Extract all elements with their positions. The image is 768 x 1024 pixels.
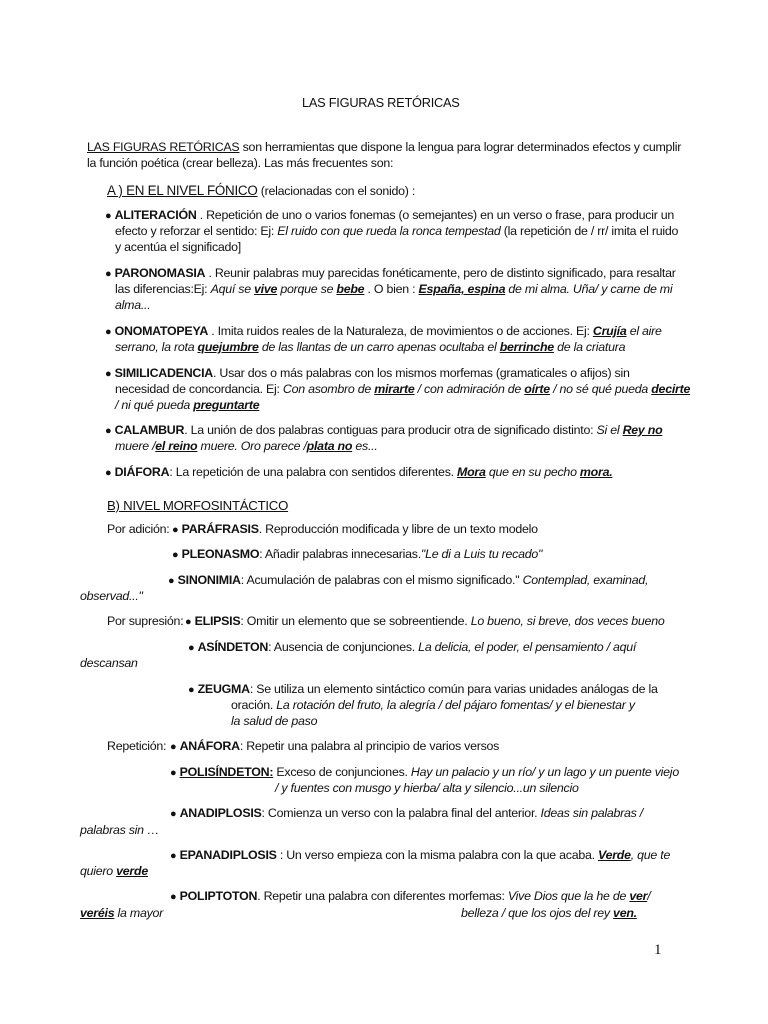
anadiplosis-term: ANADIPLOSIS [179,806,262,820]
polisindeton-line-2: / y fuentes con musgo y hierba/ alta y silencio...un silencio [275,781,579,795]
polisindeton-line-1 [170,765,679,782]
section-a-note: (relacionadas con el sonido) : [257,184,416,198]
onomatopeya-term: ONOMATOPEYA [114,324,209,338]
anadiplosis-ex1: Ideas sin palabras / [540,806,643,820]
anafora-line [170,739,499,756]
poliptoton-term: POLIPTOTON [179,889,258,903]
bullet-icon: ● [105,210,112,222]
aliteracion-example: El ruido con que rueda la ronca tempestad [277,224,501,238]
epanadiplosis-line-2 [80,864,148,880]
bullet-icon: ● [170,808,177,820]
sinonimia-line-1 [168,573,648,590]
epanadiplosis-text: : Un verso empieza con la misma palabra con la que acaba. [276,848,599,862]
diafora-l1c: que en su pecho [485,465,580,479]
diafora-term: DIÁFORA [114,465,170,479]
asindeton-ex1: La delicia, el poder, el pensamiento / aquí [418,640,637,654]
paronomasia-l2e: bebe [336,282,365,296]
aliteracion-line-3: y acentúa el significado] [115,240,241,254]
similicadencia-l2c: mirarte [374,382,415,396]
bullet-icon: ● [170,850,177,862]
asindeton-line-2: descansan [80,656,138,670]
calambur-l1c: Rey no [622,423,663,437]
paronomasia-text: . Reunir palabras muy parecidas fonéticamente, pero de distinto significado, para resaltar [205,266,676,280]
bullet-icon: ● [105,467,112,479]
similicadencia-line-3 [115,398,259,414]
elipsis-example: Lo bueno, si breve, dos veces bueno [470,614,665,628]
polisindeton-ex1: Hay un palacio y un río/ y un lago y un puente viejo [410,765,679,779]
poliptoton-ex2b: la mayor [114,906,164,920]
aliteracion-line-2 [115,224,678,240]
similicadencia-l3a: / ni qué pueda [115,398,194,412]
anadiplosis-text: : Comienza un verso con la palabra final del anterior. [261,806,541,820]
section-a-heading [107,183,415,200]
bullet-icon: ● [170,741,177,753]
similicadencia-l2d: / con admiración de [414,382,525,396]
poliptoton-ex2a: veréis [80,906,115,920]
zeugma-line-1 [188,682,658,699]
poliptoton-line-2b [461,906,637,922]
paronomasia-l2h: de mi alma. Uña/ y carne de mi [505,282,673,296]
bullet-icon: ● [105,268,112,280]
paronomasia-l2b: Aquí se [210,282,255,296]
zeugma-line-2 [231,698,635,714]
poliptoton-ex2d: ven. [613,906,637,920]
calambur-l1a: . La unión de dos palabras contiguas para producir otra de significado distinto: [184,423,597,437]
epanadiplosis-ex1a: Verde [598,848,631,862]
asindeton-term: ASÍNDETON [197,640,269,654]
elipsis-line [185,614,664,631]
onomatopeya-l1b: Crujía [592,324,627,338]
onomatopeya-l2d: berrinche [499,340,554,354]
poliptoton-line-1 [170,889,650,906]
similicadencia-l3b: preguntarte [193,398,260,412]
asindeton-text: : Ausencia de conjunciones. [268,640,419,654]
calambur-line-2 [115,439,378,455]
epanadiplosis-ex2a: quiero [80,864,117,878]
paronomasia-l2d: porque se [277,282,337,296]
similicadencia-l1: . Usar dos o más palabras con los mismos morfemas (gramaticales o afijos) sin [213,366,630,380]
paronomasia-term: PARONOMASIA [114,266,206,280]
onomatopeya-l2e: de la criatura [553,340,626,354]
similicadencia-line-1 [105,366,630,383]
epanadiplosis-ex2b: verde [116,864,148,878]
sinonimia-ex1: Contemplad, examinad, [522,573,649,587]
asindeton-line-1 [188,640,636,657]
similicadencia-l2f: / no sé qué pueda [549,382,652,396]
paronomasia-l2f: . O bien : [364,282,419,296]
calambur-l2b: el reino [155,439,198,453]
intro-term: LAS FIGURAS RETÓRICAS [87,140,240,154]
section-b-heading: B) NIVEL MORFOSINTÁCTICO [107,498,289,513]
diafora-line-1 [105,465,612,482]
aliteracion-l2c: (la repetición de / rr/ imita el ruido [500,224,679,238]
paronomasia-line-2 [115,282,672,298]
bullet-icon: ● [172,549,179,561]
parafrasis-term: PARÁFRASIS [181,522,259,536]
intro-line-2: la función poética (crear belleza). Las más frecuentes son: [87,156,394,170]
pleonasmo-term: PLEONASMO [181,547,260,561]
aliteracion-term: ALITERACIÓN [114,208,197,222]
onomatopeya-l2c: de las llantas de un carro apenas ocultaba el [258,340,500,354]
sinonimia-line-2: observad..." [80,589,143,603]
por-adicion-label: Por adición: [107,522,170,536]
poliptoton-line-2a [80,906,163,922]
section-a-title: A ) EN EL NIVEL FÓNICO [107,183,258,198]
similicadencia-l2g: decirte [651,382,691,396]
onomatopeya-l1a: . Imita ruidos reales de la Naturaleza, de movimientos o de acciones. Ej: [208,324,593,338]
anadiplosis-line-1 [170,806,643,823]
calambur-l1b: Si el [596,423,623,437]
onomatopeya-l2a: serrano, la rota [115,340,198,354]
intro-line-1 [87,140,681,156]
pleonasmo-example: "Le di a Luis tu recado" [420,547,543,561]
diafora-l1a: : La repetición de una palabra con sentidos diferentes. [169,465,458,479]
similicadencia-l2a: necesidad de concordancia. Ej: [115,382,283,396]
similicadencia-term: SIMILICADENCIA [114,366,213,380]
por-supresion-label: Por supresión: [107,614,184,628]
bullet-icon: ● [105,425,112,437]
aliteracion-line-1 [105,208,674,225]
zeugma-text: : Se utiliza un elemento sintáctico común para varias unidades análogas de la [249,682,658,696]
similicadencia-line-2 [115,382,690,398]
bullet-icon: ● [105,326,112,338]
pleonasmo-line [172,547,542,564]
epanadiplosis-term: EPANADIPLOSIS [179,848,277,862]
poliptoton-ex1a: Vive Dios que la he de [507,889,630,903]
bullet-icon: ● [185,616,192,628]
aliteracion-l2a: efecto y reforzar el sentido: Ej: [115,224,278,238]
epanadiplosis-ex1b: , que te [630,848,671,862]
parafrasis-line [172,522,538,539]
bullet-icon: ● [170,891,177,903]
polisindeton-term: POLISÍNDETON: [179,765,274,779]
paronomasia-l2c: vive [254,282,278,296]
pleonasmo-text: : Añadir palabras innecesarias. [259,547,421,561]
paronomasia-l2g: España, espina [418,282,506,296]
intro-text-1: son herramientas que dispone la lengua para lograr determinados efectos y cumplir [239,140,682,154]
elipsis-term: ELIPSIS [194,614,241,628]
anafora-term: ANÁFORA [179,739,240,753]
zeugma-term: ZEUGMA [197,682,250,696]
similicadencia-l2b: Con asombro de [282,382,375,396]
calambur-l2d: plata no [306,439,353,453]
bullet-icon: ● [170,767,177,779]
calambur-l2a: muere / [115,439,156,453]
epanadiplosis-line-1 [170,848,670,865]
paronomasia-line-3: alma... [115,298,151,312]
poliptoton-ex1b: ver [629,889,648,903]
aliteracion-text: . Repetición de uno o varios fonemas (o semejantes) en un verso o frase, para producir un [196,208,675,222]
calambur-l2e: es... [352,439,378,453]
bullet-icon: ● [168,575,175,587]
page-title: LAS FIGURAS RETÓRICAS [302,95,460,110]
bullet-icon: ● [188,684,195,696]
sinonimia-term: SINONIMIA [177,573,241,587]
sinonimia-text: : Acumulación de palabras con el mismo significado." [240,573,523,587]
diafora-l1b: Mora [457,465,486,479]
calambur-line-1 [105,423,662,440]
calambur-l2c: muere. Oro parece / [197,439,307,453]
onomatopeya-line-2 [115,340,625,356]
anadiplosis-line-2: palabras sin … [80,823,160,837]
poliptoton-text: . Repetir una palabra con diferentes morfemas: [257,889,508,903]
paronomasia-l2a: las diferencias:Ej: [115,282,211,296]
zeugma-l2a: oración. [231,698,277,712]
calambur-term: CALAMBUR [114,423,185,437]
diafora-l1d: mora. [579,465,613,479]
bullet-icon: ● [105,368,112,380]
poliptoton-ex2c: belleza / que los ojos del rey [461,906,614,920]
onomatopeya-l1c: el aire [626,324,662,338]
zeugma-l2b: La rotación del fruto, la alegría / del pájaro fomentas/ y el bienestar y [276,698,635,712]
elipsis-text: : Omitir un elemento que se sobreentiende. [240,614,471,628]
zeugma-line-3: la salud de paso [231,714,318,728]
paronomasia-line-1 [105,266,676,283]
polisindeton-text: Exceso de conjunciones. [273,765,411,779]
bullet-icon: ● [172,524,179,536]
poliptoton-ex1c: / [647,889,651,903]
repeticion-label: Repetición: [107,739,167,753]
onomatopeya-line-1 [105,324,662,341]
onomatopeya-l2b: quejumbre [197,340,259,354]
anafora-text: : Repetir una palabra al principio de varios versos [239,739,500,753]
page-number: 1 [654,942,662,958]
parafrasis-text: . Reproducción modificada y libre de un texto modelo [258,522,538,536]
bullet-icon: ● [188,642,195,654]
similicadencia-l2e: oírte [524,382,550,396]
